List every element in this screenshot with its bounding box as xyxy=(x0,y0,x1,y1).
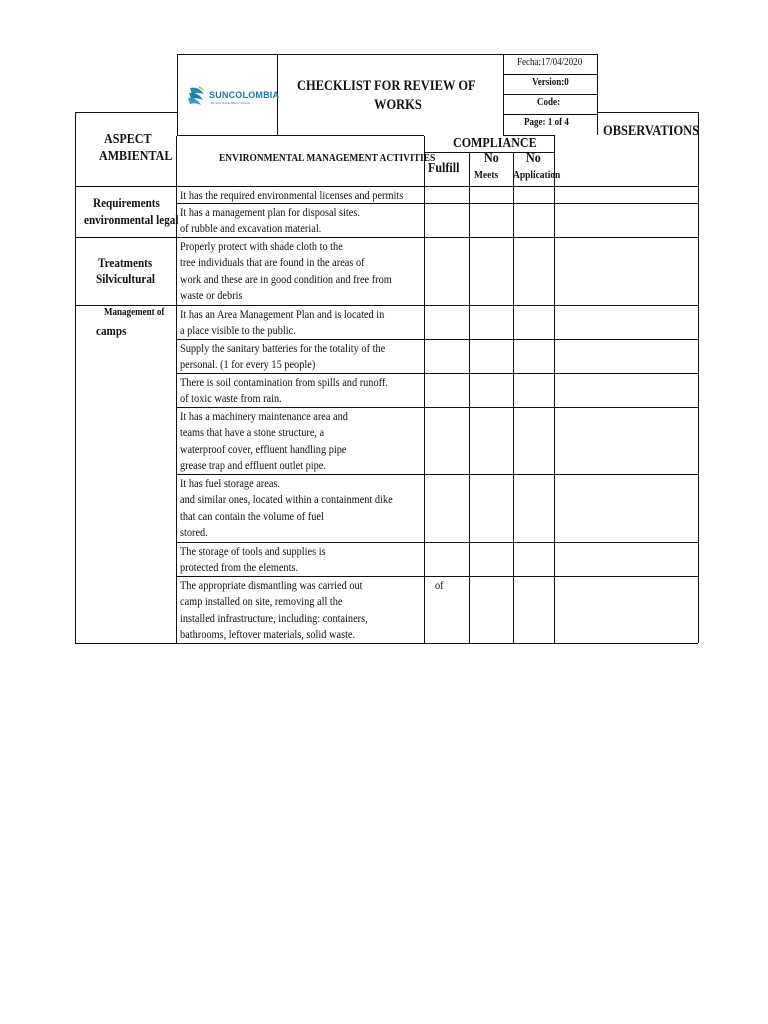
company-name: SUNCOLOMBIA xyxy=(209,90,280,100)
activity-line: and similar ones, located within a containment dike xyxy=(180,492,393,507)
activity-line: teams that have a stone structure, a xyxy=(180,425,325,440)
aspect-header-line1: ASPECT xyxy=(104,132,152,147)
compliance-header: COMPLIANCE xyxy=(453,136,537,151)
aspect-legal-line1: Requirements xyxy=(93,195,160,210)
aspect-legal-line2: environmental legal xyxy=(84,212,179,227)
no-meets-header-line2: Meets xyxy=(474,169,499,181)
activity-line: waste or debris xyxy=(180,288,243,303)
activity-line: a place visible to the public. xyxy=(180,323,296,338)
activity-line: The storage of tools and supplies is xyxy=(180,544,326,558)
activity-line: personal. (1 for every 15 people) xyxy=(180,357,316,372)
activity-line: Properly protect with shade cloth to the xyxy=(180,239,343,253)
no-application-header-line1: No xyxy=(526,151,541,166)
company-logo xyxy=(187,82,280,116)
document-title-line1: CHECKLIST FOR REVIEW OF xyxy=(297,78,476,94)
no-application-header-line2: Application xyxy=(513,169,561,181)
activity-row-1 xyxy=(180,187,403,203)
meta-code: Code: xyxy=(537,97,561,108)
activity-line: It has a management plan for disposal sites. xyxy=(180,205,360,219)
activity-line: bathrooms, leftover materials, solid waste. xyxy=(180,627,356,642)
aspect-header-line2: AMBIENTAL xyxy=(99,149,173,164)
activity-row-10 xyxy=(180,577,368,643)
activity-line: camp installed on site, removing all the xyxy=(180,594,343,609)
activity-line: It has an Area Management Plan and is located in xyxy=(180,307,385,321)
activity-line: that can contain the volume of fuel xyxy=(180,508,324,523)
aspect-silvicultural-line1: Treatments xyxy=(98,255,153,270)
activity-line: waterproof cover, effluent handling pipe xyxy=(180,441,347,456)
aspect-silvicultural-line2: Silvicultural xyxy=(96,271,156,286)
activity-line: grease trap and effluent outlet pipe. xyxy=(180,458,326,473)
company-tagline: EL SOL SALE PARA TODOS xyxy=(211,101,250,105)
activity-row-6 xyxy=(180,374,388,407)
activity-row-7 xyxy=(180,408,348,474)
meta-version: Version:0 xyxy=(532,77,569,88)
activity-line: of rubble and excavation material. xyxy=(180,221,322,236)
activity-line: protected from the elements. xyxy=(180,560,299,575)
activities-header: ENVIRONMENTAL MANAGEMENT ACTIVITIES xyxy=(219,152,436,164)
activity-row-8 xyxy=(180,475,393,541)
activity-line: The appropriate dismantling was carried out xyxy=(180,578,363,592)
aspect-camps-line1: Management of xyxy=(104,307,165,318)
activity-row-3 xyxy=(180,238,392,304)
activity-line: work and these are in good condition and free from xyxy=(180,271,392,286)
activity-row-4 xyxy=(180,306,384,339)
activity-line: It has the required environmental licenses and permits xyxy=(180,188,404,202)
sun-logo-icon xyxy=(187,84,207,108)
no-meets-header-line1: No xyxy=(484,151,499,166)
activity-line: It has a machinery maintenance area and xyxy=(180,409,348,423)
activity-row-9 xyxy=(180,543,326,576)
activity-line: It has fuel storage areas. xyxy=(180,476,281,490)
activity-line: tree individuals that are found in the areas of xyxy=(180,255,365,270)
document-title-line2: WORKS xyxy=(374,97,422,113)
observations-header: OBSERVATIONS xyxy=(603,123,700,139)
activity-line: installed infrastructure, including: containers, xyxy=(180,610,368,625)
activity-line: of toxic waste from rain. xyxy=(180,391,282,406)
activity-line: Supply the sanitary batteries for the totality of the xyxy=(180,341,386,355)
activity-row-5 xyxy=(180,340,385,373)
meta-page: Page: 1 of 4 xyxy=(524,117,569,128)
fulfill-header: Fulfill xyxy=(428,161,460,176)
activity-row-10-overflow: of xyxy=(435,578,444,592)
activity-line: stored. xyxy=(180,525,208,540)
activity-line: There is soil contamination from spills and runoff. xyxy=(180,375,388,389)
aspect-camps-line2: camps xyxy=(96,323,127,338)
activity-row-2 xyxy=(180,204,360,237)
meta-fecha: Fecha:17/04/2020 xyxy=(517,57,583,68)
